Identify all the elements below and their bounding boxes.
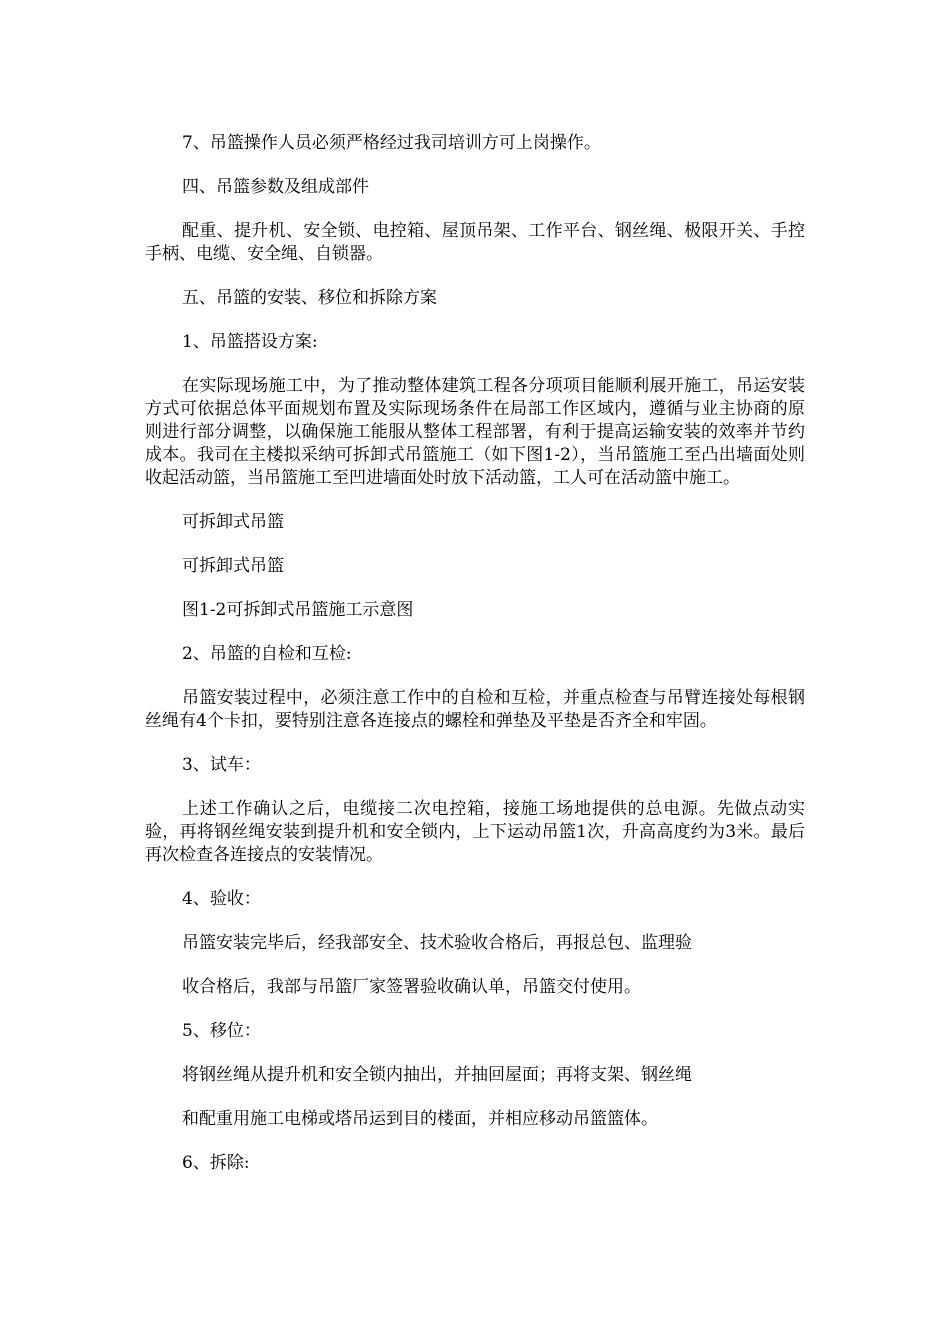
document-body bbox=[145, 132, 805, 1196]
paragraph-components: 配重、提升机、安全锁、电控箱、屋顶吊架、工作平台、钢丝绳、极限开关、手控手柄、电缆、安全绳、自锁器。 bbox=[145, 221, 805, 264]
subheading-1: 1、吊篮搭设方案: bbox=[182, 332, 318, 352]
subheading-6: 6、拆除: bbox=[182, 1153, 250, 1173]
paragraph-acceptance-line-1: 吊篮安装完毕后，经我部安全、技术验收合格后，再报总包、监理验 bbox=[182, 933, 692, 953]
subheading-5: 5、移位： bbox=[182, 1021, 261, 1041]
paragraph-relocation-line-1: 将钢丝绳从提升机和安全锁内抽出，并抽回屋面；再将支架、钢丝绳 bbox=[182, 1065, 692, 1085]
subheading-3: 3、试车： bbox=[182, 755, 261, 775]
subheading-4: 4、验收： bbox=[182, 889, 261, 909]
paragraph-self-check: 吊篮安装过程中，必须注意工作中的自检和互检，并重点检查与吊臂连接处每根钢丝绳有4个卡扣，要特别注意各连接点的螺栓和弹垫及平垫是否齐全和牢固。 bbox=[145, 688, 805, 731]
image-caption-2: 可拆卸式吊篮 bbox=[182, 556, 284, 576]
paragraph-item-7: 7、吊篮操作人员必须严格经过我司培训方可上岗操作。 bbox=[182, 133, 601, 153]
paragraph-relocation-line-2: 和配重用施工电梯或塔吊运到目的楼面，并相应移动吊篮篮体。 bbox=[182, 1109, 658, 1129]
figure-caption: 图1-2可拆卸式吊篮施工示意图 bbox=[182, 600, 414, 620]
paragraph-acceptance-line-2: 收合格后，我部与吊篮厂家签署验收确认单，吊篮交付使用。 bbox=[182, 977, 641, 997]
section-heading-4: 四、吊篮参数及组成部件 bbox=[182, 177, 369, 197]
image-caption-1: 可拆卸式吊篮 bbox=[182, 512, 284, 532]
paragraph-test-run: 上述工作确认之后，电缆接二次电控箱，接施工场地提供的总电源。先做点动实验，再将钢丝绳安装到提升机和安全锁内，上下运动吊篮1次，升高高度约为3米。最后再次检查各连接点的安装情况。 bbox=[145, 799, 805, 865]
subheading-2: 2、吊篮的自检和互检: bbox=[182, 644, 352, 664]
paragraph-installation-plan: 在实际现场施工中，为了推动整体建筑工程各分项项目能顺利展开施工，吊运安装方式可依据总体平面规划布置及实际现场条件在局部工作区域内，遵循与业主协商的原则进行部分调整，以确保施工能服从整体工程部署，有利于提高运输安装的效率并节约成本。我司在主楼拟采纳可拆卸式吊篮施工（如下图1-2），当吊篮施工至凸出墙面处则收起活动篮，当吊篮施工至凹进墙面处时放下活动篮，工人可在活动篮中施工。 bbox=[145, 376, 805, 488]
section-heading-5: 五、吊篮的安装、移位和拆除方案 bbox=[182, 288, 437, 308]
